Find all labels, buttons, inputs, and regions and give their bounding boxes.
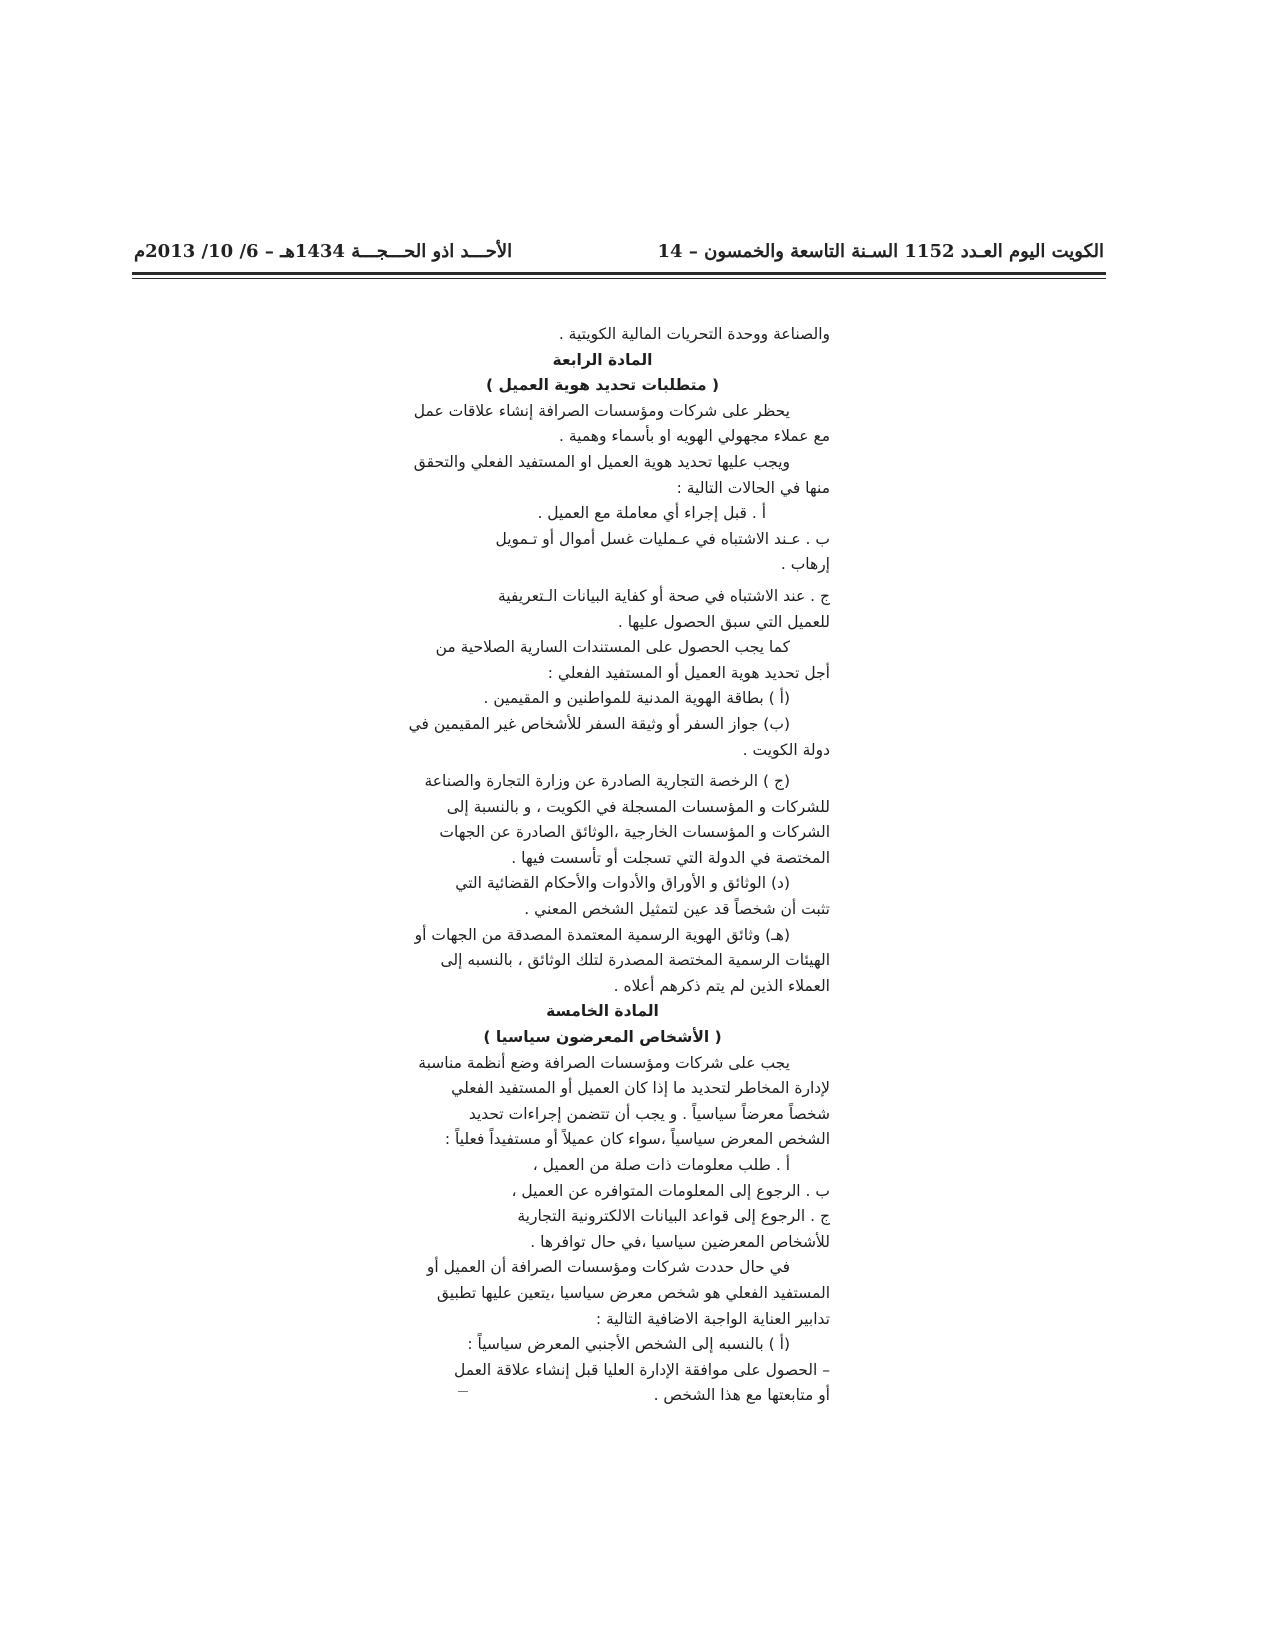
article-text — [375, 322, 830, 1409]
text-line: إرهاب . — [780, 555, 830, 574]
list-item: (أ ) بطاقة الهوية المدنية للمواطنين و المقيمين . — [483, 689, 790, 708]
text-line: شخصاً معرضاً سياسياً . و يجب أن تتضمن إجراءات تحديد — [468, 1104, 830, 1123]
text-line: أو متابعتها مع هذا الشخص . — [653, 1386, 830, 1405]
text-line: للشركات و المؤسسات المسجلة في الكويت ، و بالنسبة إلى — [446, 797, 830, 816]
text-line: للعميل التي سبق الحصول عليها . — [617, 612, 830, 631]
article-subheading: ( الأشخاص المعرضون سياسيا ) — [483, 1028, 722, 1047]
scan-mark — [458, 1391, 468, 1392]
page-header — [134, 241, 1104, 269]
list-item: (ج ) الرخصة التجارية الصادرة عن وزارة التجارة والصناعة — [424, 772, 790, 791]
article-heading: المادة الرابعة — [552, 350, 653, 369]
header-rule-thin — [132, 278, 1106, 279]
article-heading: المادة الخامسة — [546, 1002, 659, 1021]
list-item: (د) الوثائق و الأوراق والأدوات والأحكام القضائية التي — [455, 874, 790, 893]
text-line: تثبت أن شخصاً قد عين لتمثيل الشخص المعني . — [524, 900, 830, 919]
text-line: أجل تحديد هوية العميل أو المستفيد الفعلي : — [547, 663, 830, 682]
text-line: المستفيد الفعلي هو شخص معرض سياسيا ،يتعين عليها تطبيق — [436, 1283, 830, 1302]
list-item: (ب) جواز السفر أو وثيقة السفر للأشخاص غير المقيمين في — [408, 714, 790, 733]
text-line: دولة الكويت . — [742, 740, 830, 759]
text-line: الشركات و المؤسسات الخارجية ،الوثائق الصادرة عن الجهات — [439, 823, 830, 842]
text-line: تدابير العناية الواجبة الاضافية التالية : — [595, 1309, 830, 1328]
text-line: في حال حددت شركات ومؤسسات الصرافة أن العميل أو — [426, 1258, 790, 1277]
header-publication-info: الكويت اليوم العـدد 1152 السـنة التاسعة والخمسون – 14 — [657, 241, 1104, 262]
text-line: لإدارة المخاطر لتحديد ما إذا كان العميل أو المستفيد الفعلي — [451, 1079, 830, 1098]
text-line: العملاء الذين لم يتم ذكرهم أعلاه . — [613, 976, 830, 995]
text-line: الهيئات الرسمية المختصة المصدرة لتلك الوثائق ، بالنسبه إلى — [440, 951, 830, 970]
list-item: (هـ) وثائق الهوية الرسمية المعتمدة المصدقة من الجهات أو — [414, 925, 790, 944]
list-item: ج . عند الاشتباه في صحة أو كفاية البيانات الـتعريفية — [498, 586, 830, 605]
article-subheading: ( متطلبات تحديد هوية العميل ) — [485, 376, 720, 395]
text-line: ويجب عليها تحديد هوية العميل او المستفيد الفعلي والتحقق — [413, 452, 790, 471]
text-line: المختصة في الدولة التي تسجلت أو تأسست فيها . — [511, 848, 830, 867]
text-line: للأشخاص المعرضين سياسيا ،في حال توافرها . — [530, 1232, 830, 1251]
text-line: يجب على شركات ومؤسسات الصرافة وضع أنظمة مناسبة — [418, 1053, 790, 1072]
list-item: أ . طلب معلومات ذات صلة من العميل ، — [532, 1156, 790, 1174]
text-line: منها في الحالات التالية : — [676, 478, 830, 497]
list-item: ب . عـند الاشتباه في عـمليات غسل أموال أو تـمويل — [495, 529, 830, 548]
text-line: كما يجب الحصول على المستندات السارية الصلاحية من — [435, 638, 790, 657]
text-line: الشخص المعرض سياسياً ،سواء كان عميلاً أو مستفيداً فعلياً : — [444, 1130, 830, 1149]
list-item: (أ ) بالنسبه إلى الشخص الأجنبي المعرض سياسياً : — [467, 1335, 790, 1354]
list-item: – الحصول على موافقة الإدارة العليا قبل إنشاء علاقة العمل — [453, 1360, 830, 1379]
list-item: ج . الرجوع إلى قواعد البيانات الالكترونية التجارية — [517, 1207, 830, 1226]
text-line: مع عملاء مجهولي الهويه او بأسماء وهمية . — [558, 427, 830, 446]
list-item: أ . قبل إجراء أي معاملة مع العميل . — [537, 504, 766, 523]
text-line: والصناعة ووحدة التحريات المالية الكويتية . — [558, 325, 830, 343]
text-line: يحظر على شركات ومؤسسات الصرافة إنشاء علاقات عمل — [413, 401, 790, 420]
header-rule — [132, 272, 1106, 275]
header-date: الأحـــد اذو الحـــجـــة 1434هـ – 6/ 10/ 2013م — [134, 241, 513, 262]
list-item: ب . الرجوع إلى المعلومات المتوافره عن العميل ، — [511, 1181, 830, 1200]
